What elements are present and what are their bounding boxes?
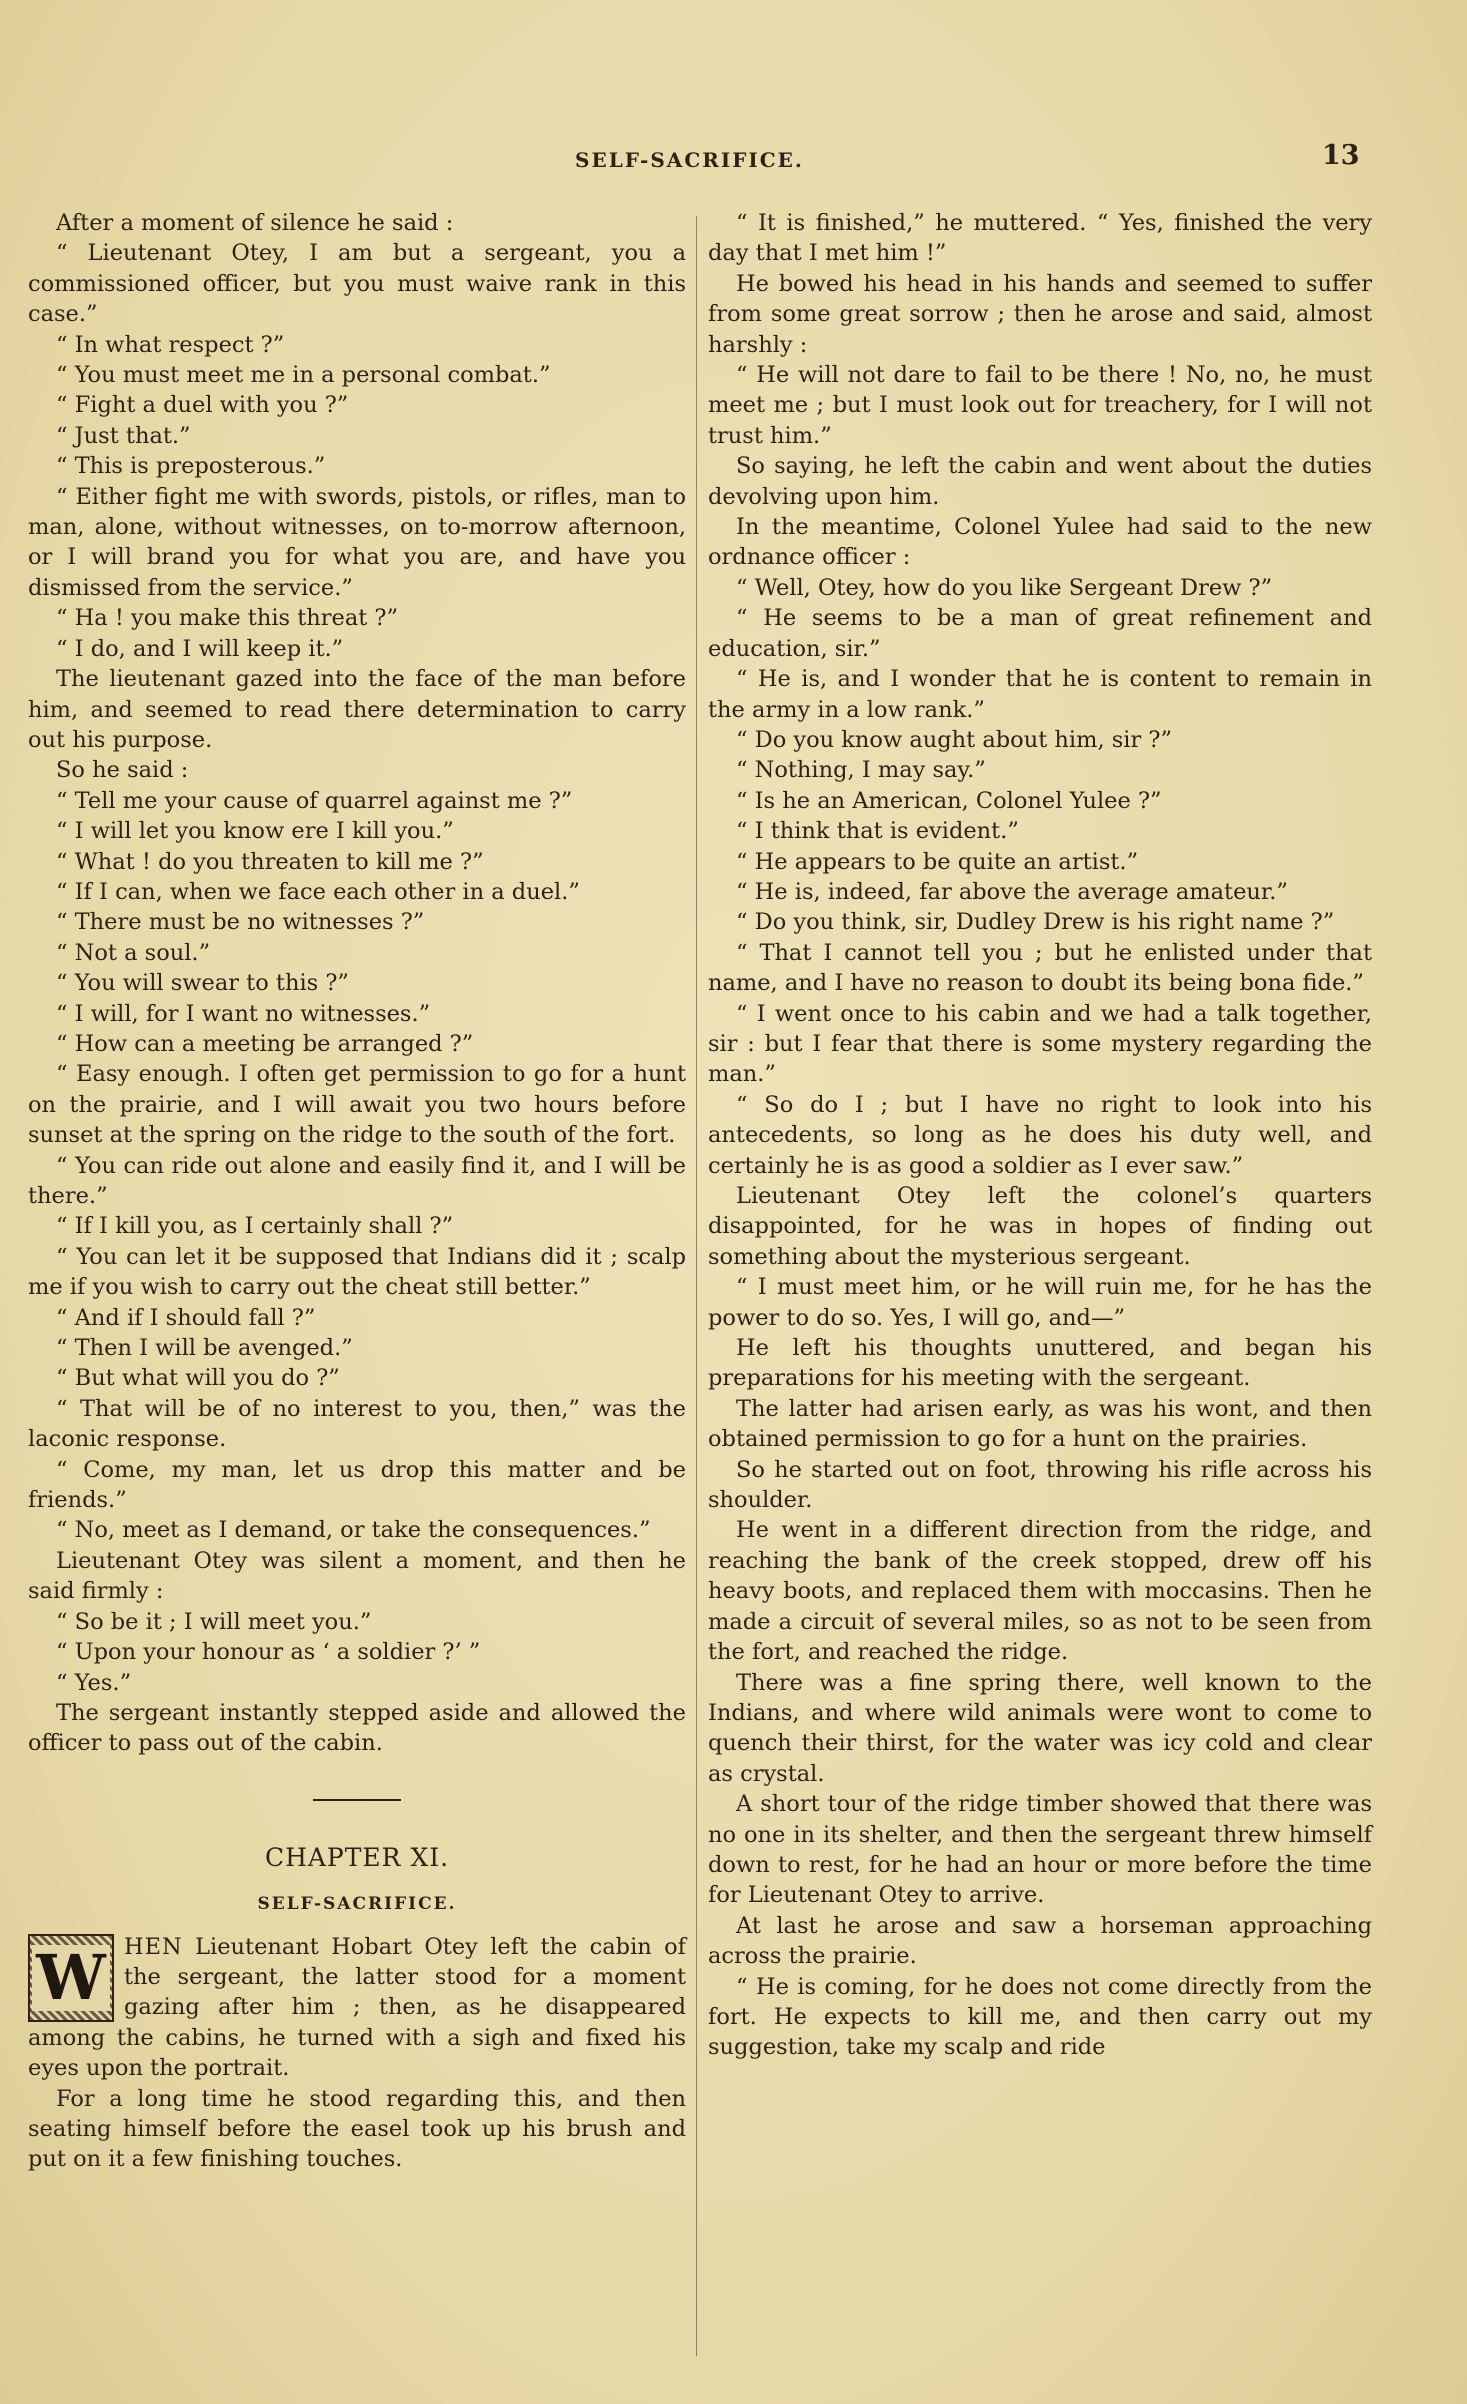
paragraph: “ I do, and I will keep it.” [56,635,344,662]
paragraph: “ Fight a duel with you ?” [56,392,349,419]
paragraph: “ Nothing, I may say.” [736,757,986,784]
chapter-opening-paragraph [28,1932,686,2084]
page-number: 13 [1322,140,1360,171]
paragraph: The sergeant instantly stepped aside and allowed the officer to pass out of the cabin. [28,1699,686,1757]
paragraph: “ I will, for I want no witnesses.” [56,1000,431,1027]
paragraph: He went in a different direction from the ridge, and reaching the bank of the creek stopped, drew off his heavy boots, and replaced them with moccasins. Then he made a circuit of several miles, so as not to be seen from the fort, and reached the ridge. [708,1517,1372,1666]
paragraph: “ Do you think, sir, Dudley Drew is his right name ?” [736,909,1335,936]
paragraph: “ Not a soul.” [56,939,211,966]
paragraph: “ So do I ; but I have no right to look into his antecedents, so long as he does his duty well, and certainly he is as good a soldier as I ever saw.” [708,1091,1372,1179]
paragraph: “ Is he an American, Colonel Yulee ?” [736,787,1162,814]
paragraph: “ You can ride out alone and easily find it, and I will be there.” [28,1152,686,1209]
paragraph: “ He appears to be quite an artist.” [736,848,1139,875]
paragraph: “ Lieutenant Otey, I am but a sergeant, you a commissioned officer, but you must waive rank in this case.” [28,240,686,328]
paragraph: After a moment of silence he said : [56,210,454,236]
paragraph: The latter had arisen early, as was his wont, and then obtained permission to go for a hunt on the prairies. [708,1395,1372,1453]
paragraph: “ And if I should fall ?” [56,1304,316,1331]
drop-cap-letter: W [32,1945,110,2011]
paragraph: “ But what will you do ?” [56,1365,340,1392]
paragraph: “ If I can, when we face each other in a duel.” [56,878,580,905]
paragraph: “ You will swear to this ?” [56,970,349,997]
paragraph: “ That I cannot tell you ; but he enlisted under that name, and I have no reason to doubt its being bona fide.” [708,939,1372,997]
paragraph: “ I will let you know ere I kill you.” [56,818,454,845]
paragraph: So he said : [56,757,189,784]
opening-lead-word: HEN [124,1933,183,1960]
paragraph: “ Do you know aught about him, sir ?” [736,726,1172,753]
paragraph: “ If I kill you, as I certainly shall ?” [56,1213,454,1240]
chapter-subtitle: SELF-SACRIFICE. [257,1894,457,1915]
paragraph: “ Yes.” [56,1669,132,1696]
paragraph: “ Either fight me with swords, pistols, or rifles, man to man, alone, without witnesses, on to-morrow afternoon, or I will brand you for what you are, and have you dismissed from the service.” [28,483,686,601]
paragraph: “ In what respect ?” [56,331,285,358]
paragraph: So he started out on foot, throwing his rifle across his shoulder. [708,1456,1372,1514]
paragraph: “ Come, my man, let us drop this matter and be friends.” [28,1456,686,1514]
paragraph: Lieutenant Otey was silent a moment, and then he said firmly : [28,1547,686,1605]
paragraph: “ I think that is evident.” [736,818,1019,845]
paragraph: “ I must meet him, or he will ruin me, for he has the power to do so. Yes, I will go, and—” [708,1274,1372,1331]
paragraph: A short tour of the ridge timber showed that there was no one in its shelter, and then the sergeant threw himself down to rest, for he had an hour or more before the time for Lieutenant Otey to arrive. [708,1791,1372,1909]
paragraph: “ It is finished,” he muttered. “ Yes, finished the very day that I met him !” [708,210,1372,267]
paragraph: “ That will be of no interest to you, then,” was the laconic response. [28,1395,686,1453]
paragraph: He bowed his head in his hands and seemed to suffer from some great sorrow ; then he arose and said, almost harshly : [708,270,1372,358]
paragraph: “ He is, indeed, far above the average amateur.” [736,878,1288,905]
left-column [28,208,686,2175]
paragraph: “ What ! do you threaten to kill me ?” [56,848,484,875]
paragraph: “ Easy enough. I often get permission to go for a hunt on the prairie, and I will await you two hours before sunset at the spring on the ridge to the south of the fort. [28,1061,686,1149]
section-divider [313,1799,401,1801]
paragraph: For a long time he stood regarding this, and then seating himself before the easel took up his brush and put on it a few finishing touches. [28,2085,686,2173]
paragraph: “ Tell me your cause of quarrel against me ?” [56,787,573,814]
paragraph: “ Then I will be avenged.” [56,1335,353,1362]
paragraph: “ He is, and I wonder that he is content to remain in the army in a low rank.” [708,666,1372,723]
left-column-text [28,208,686,1759]
paragraph: “ Well, Otey, how do you like Sergeant Drew ?” [736,574,1273,601]
paragraph: “ He is coming, for he does not come directly from the fort. He expects to kill me, and then carry out my suggestion, take my scalp and ride [708,1973,1372,2061]
paragraph: “ How can a meeting be arranged ?” [56,1030,474,1057]
paragraph: “ No, meet as I demand, or take the consequences.” [56,1517,651,1544]
column-rule [696,216,697,2356]
paragraph: “ He will not dare to fail to be there ! No, no, he must meet me ; but I must look out for treachery, for I will not trust him.” [708,362,1372,449]
paragraph: “ You must meet me in a personal combat.” [56,362,551,389]
running-head: SELF-SACRIFICE. [575,148,804,172]
paragraph: “ You can let it be supposed that Indians did it ; scalp me if you wish to carry out the cheat still better.” [28,1243,686,1301]
paragraph: So saying, he left the cabin and went about the duties devolving upon him. [708,453,1372,510]
drop-cap-ornament [28,1934,114,2022]
paragraph: “ Just that.” [56,422,191,449]
paragraph: “ I went once to his cabin and we had a talk together, sir : but I fear that there is some mystery regarding the man.” [708,1000,1372,1088]
paragraph: In the meantime, Colonel Yulee had said to the new ordnance officer : [708,514,1372,571]
paragraph: “ Upon your honour as ‘ a soldier ?’ ” [56,1639,481,1666]
paragraph: “ So be it ; I will meet you.” [56,1608,372,1635]
paragraph: “ Ha ! you make this threat ?” [56,605,398,632]
left-column-text-after [28,2084,686,2175]
chapter-title: CHAPTER XI. [264,1842,450,1872]
paragraph: There was a fine spring there, well known to the Indians, and where wild animals were wont to come to quench their thirst, for the water was icy cold and clear as crystal. [708,1669,1372,1787]
paragraph: The lieutenant gazed into the face of the man before him, and seemed to read there determination to carry out his purpose. [28,666,686,753]
paragraph: “ This is preposterous.” [56,453,326,480]
paragraph: He left his thoughts unuttered, and began his preparations for his meeting with the sergeant. [708,1335,1372,1392]
paragraph: Lieutenant Otey left the colonel’s quarters disappointed, for he was in hopes of finding out something about the mysterious sergeant. [708,1183,1372,1270]
right-column-text [708,208,1372,2063]
opening-paragraph-text: Lieutenant Hobart Otey left the cabin of the sergeant, the latter stood for a moment gazing after him ; then, as he disappeared among the cabins, he turned with a sigh and fixed his eyes upon the portrait. [28,1933,686,2082]
paragraph: “ He seems to be a man of great refinement and education, sir.” [708,605,1372,662]
paragraph: “ There must be no witnesses ?” [56,909,425,936]
paragraph: At last he arose and saw a horseman approaching across the prairie. [708,1912,1372,1970]
right-column [708,208,1372,2063]
